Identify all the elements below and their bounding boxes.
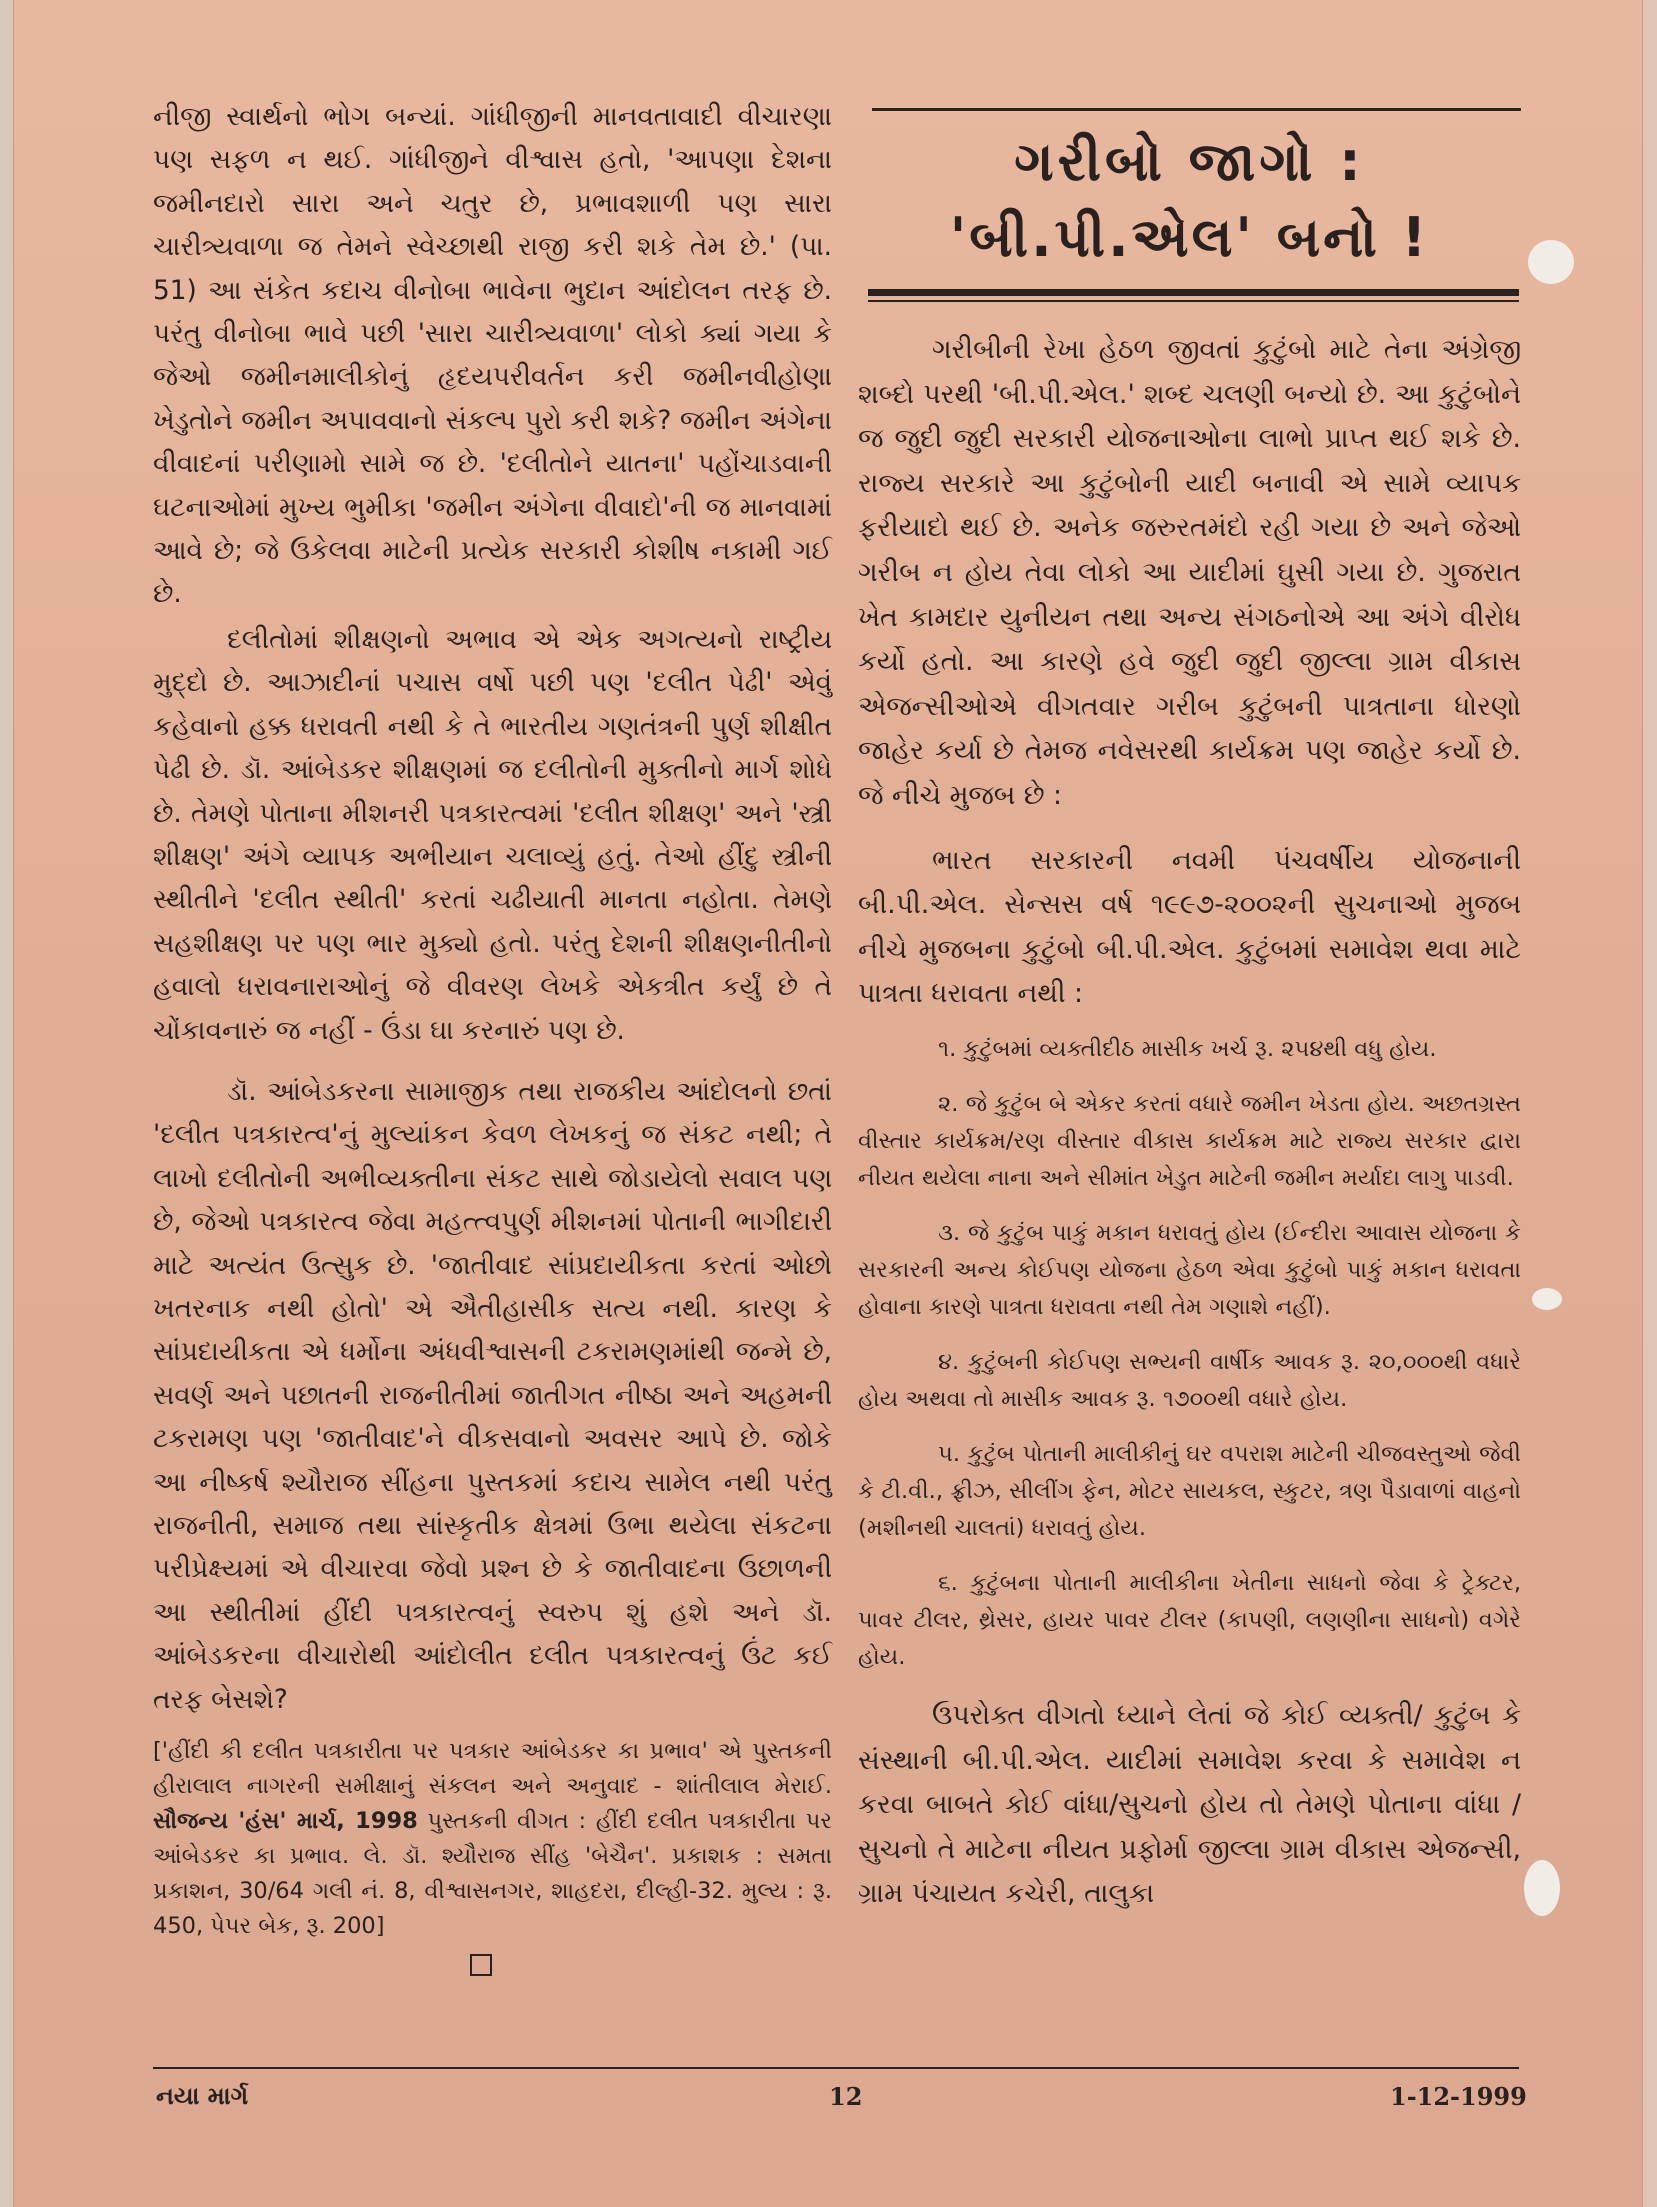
right-paragraph-1: ગરીબીની રેખા હેઠળ જીવતાં કુટુંબો માટે તેના અંગ્રેજી શબ્દો પરથી 'બી.પી.એલ.' શબ્દ ચલણી બન્યો છે. આ કુટુંબોને જ જુદી જુદી સરકારી યોજનાઓના લાભો પ્રાપ્ત થઈ શકે છે. રાજ્ય સરકારે આ કુટુંબોની યાદી બનાવી એ સામે વ્યાપક ફરીયાદો થઈ છે. અનેક જરુરતમંદો રહી ગયા છે અને જેઓ ગરીબ ન હોય તેવા લોકો આ યાદીમાં ઘુસી ગયા છે. ગુજરાત ખેત કામદાર યુનીયન તથા અન્ય સંગઠનોએ આ અંગે વીરોધ કર્યો હતો. આ કારણે હવે જુદી જુદી જીલ્લા ગ્રામ વીકાસ એજન્સીઓએ વીગતવાર ગરીબ કુટુંબની પાત્રતાના ધોરણો જાહેર કર્યા છે તેમજ નવેસરથી કાર્યક્રમ પણ જાહેર કર્યો છે. જે નીચે મુજબ છે : (858, 334, 1521, 811)
scan-edge-strip (0, 0, 14, 2207)
binding-hole-middle (1532, 1288, 1562, 1310)
title-rule-top (872, 108, 1521, 111)
title-rule-bottom-thick (868, 289, 1519, 296)
footer-rule (153, 2067, 1519, 2069)
source-note-details: પુસ્તકની વીગત : હીંદી દલીત પત્રકારીતા પર આંબેડકર કા પ્રભાવ. લે. ડૉ. શ્યૌરાજ સીંહ 'બેચૈન'. પ્રકાશક : સમતા પ્રકાશન, 30/64 ગલી નં. 8, વીશ્વાસનગર, શાહદરા, દીલ્હી-32. મુલ્ય : રૂ. 450, પેપર બેક, રૂ. 200] (153, 1808, 833, 1940)
article-title-line-2: 'બી.પી.એલ' બનો ! (949, 206, 1430, 269)
binding-hole-bottom (1524, 1860, 1560, 1916)
left-paragraph-2: દલીતોમાં શીક્ષણનો અભાવ એ એક અગત્યનો રાષ્ટ્રીય મુદ્દો છે. આઝાદીનાં પચાસ વર્ષો પછી પણ 'દલીત પેઢી' એવું કહેવાનો હક્ક ધરાવતી નથી કે તે ભારતીય ગણતંત્રની પુર્ણ શીક્ષીત પેઢી છે. ડૉ. આંબેડકર શીક્ષણમાં જ દલીતોની મુક્તીનો માર્ગ શોધે છે. તેમણે પોતાના મીશનરી પત્રકારત્વમાં 'દલીત શીક્ષણ' અને 'સ્ત્રી શીક્ષણ' અંગે વ્યાપક અભીયાન ચલાવ્યું હતું. તેઓ હીંદુ સ્ત્રીની સ્થીતીને 'દલીત સ્થીતી' કરતાં ચઢીયાતી માનતા નહોતા. તેમણે સહશીક્ષણ પર પણ ભાર મુક્યો હતો. પરંતુ દેશની શીક્ષણનીતીનો હવાલો ધરાવનારાઓનું જે વીવરણ લેખકે એકત્રીત કર્યું છે તે ચોંકાવનારું જ નહીં - ઉંડા ઘા કરનારું પણ છે. (153, 624, 832, 1046)
criteria-item: ૩. જે કુટુંબ પાકું મકાન ધરાવતું હોય (ઈન્દીરા આવાસ યોજના કે સરકારની અન્ય કોઈપણ યોજના હેઠળ એવા કુટુંબો પાકું મકાન ધરાવતા હોવાના કારણે પાત્રતા ધરાવતા નથી તેમ ગણાશે નહીં). (858, 1219, 1521, 1320)
criteria-item: ૨. જે કુટુંબ બે એકર કરતાં વધારે જમીન ખેડતા હોય. અછતગ્રસ્ત વીસ્તાર કાર્યક્રમ/રણ વીસ્તાર વીકાસ કાર્યક્રમ માટે રાજ્ય સરકાર દ્વારા નીયત થયેલા નાના અને સીમાંત ખેડુત માટેની જમીન મર્યાદા લાગુ પાડવી. (858, 1090, 1521, 1191)
article-title-line-1: ગરીબો જાગો : (1014, 130, 1365, 193)
criteria-item: ૧. કુટુંબમાં વ્યક્તીદીઠ માસીક ખર્ચ રૂ. ૨૫૪થી વધુ હોય. (938, 1035, 1437, 1062)
left-paragraph-3: ડૉ. આંબેડકરના સામાજીક તથા રાજકીય આંદોલનો છતાં 'દલીત પત્રકારત્વ'નું મુલ્યાંકન કેવળ લેખકનું જ સંકટ નથી; તે લાખો દલીતોની અભીવ્યક્તીના સંકટ સાથે જોડાયેલો સવાલ પણ છે, જેઓ પત્રકારત્વ જેવા મહત્ત્વપુર્ણ મીશનમાં પોતાની ભાગીદારી માટે અત્યંત ઉત્સુક છે. 'જાતીવાદ સાંપ્રદાયીકતા કરતાં ઓછો ખતરનાક નથી હોતો' એ ઐતીહાસીક સત્ય નથી. કારણ કે સાંપ્રદાયીકતા એ ધર્મોના અંધવીશ્વાસની ટકરામણમાંથી જન્મે છે, સવર્ણ અને પછાતની રાજનીતીમાં જાતીગત નીષ્ઠા અને અહમની ટકરામણ પણ 'જાતીવાદ'ને વીકસવાનો અવસર આપે છે. જોકે આ નીષ્કર્ષ શ્યૌરાજ સીંહના પુસ્તકમાં કદાચ સામેલ નથી પરંતુ રાજનીતી, સમાજ તથા સાંસ્કૃતીક ક્ષેત્રમાં ઉભા થયેલા સંકટના પરીપ્રેક્ષ્યમાં એ વીચારવા જેવો પ્રશ્ન છે કે જાતીવાદના ઉછાળની આ સ્થીતીમાં હીંદી પત્રકારત્વનું સ્વરુપ શું હશે અને ડૉ. આંબેડકરના વીચારોથી આંદોલીત દલીત પત્રકારત્વનું ઉંટ કઈ તરફ બેસશે? (153, 1076, 832, 1715)
binding-hole-top (1528, 240, 1574, 284)
issue-date: 1-12-1999 (1390, 2082, 1527, 2111)
left-paragraph-1: નીજી સ્વાર્થનો ભોગ બન્યાં. ગાંધીજીની માનવતાવાદી વીચારણા પણ સફળ ન થઈ. ગાંધીજીને વીશ્વાસ હતો, 'આપણા દેશના જમીનદારો સારા અને ચતુર છે, પ્રભાવશાળી પણ સારા ચારીત્ર્યવાળા જ તેમને સ્વેચ્છાથી રાજી કરી શકે તેમ છે.' (પા. 51) આ સંકેત કદાચ વીનોબા ભાવેના ભુદાન આંદોલન તરફ છે. પરંતુ વીનોબા ભાવે પછી 'સારા ચારીત્ર્યવાળા' લોકો ક્યાં ગયા કે જેઓ જમીનમાલીકોનું હૃદયપરીવર્તન કરી જમીનવીહોણા ખેડુતોને જમીન અપાવવાનો સંકલ્પ પુરો કરી શકે? જમીન અંગેના વીવાદનાં પરીણામો સામે જ છે. 'દલીતોને યાતના' પહોંચાડવાની ઘટનાઓમાં મુખ્ય ભુમીકા 'જમીન અંગેના વીવાદો'ની જ માનવામાં આવે છે; જે ઉકેલવા માટેની પ્રત્યેક સરકારી કોશીષ નકામી ગઈ છે. (153, 102, 832, 610)
criteria-item: ૬. કુટુંબના પોતાની માલીકીના ખેતીના સાધનો જેવા કે ટ્રેક્ટર, પાવર ટીલર, થ્રેસર, હાયર પાવર ટીલર (કાપણી, લણણીના સાધનો) વગેરે હોય. (858, 1569, 1521, 1670)
source-note-courtesy: સૌજન્ય 'હંસ' માર્ચ, 1998 (153, 1808, 418, 1835)
criteria-item: ૫. કુટુંબ પોતાની માલીકીનું ઘર વપરાશ માટેની ચીજવસ્તુઓ જેવી કે ટી.વી., ફ્રીઝ, સીલીંગ ફેન, મોટર સાયકલ, સ્કુટર, ત્રણ પૈડાવાળાં વાહનો (મશીનથી ચાલતાં) ધરાવતું હોય. (858, 1440, 1521, 1541)
title-rule-bottom-thin (868, 300, 1519, 302)
right-paragraph-2: ભારત સરકારની નવમી પંચવર્ષીય યોજનાની બી.પી.એલ. સેન્સસ વર્ષ ૧૯૯૭-૨૦૦૨ની સુચનાઓ મુજબ નીચે મુજબના કુટુંબો બી.પી.એલ. કુટુંબમાં સમાવેશ થવા માટે પાત્રતા ધરાવતા નથી : (858, 844, 1521, 1010)
source-note (153, 1734, 832, 1944)
right-paragraph-3: ઉપરોક્ત વીગતો ધ્યાને લેતાં જે કોઈ વ્યક્તી/ કુટુંબ કે સંસ્થાની બી.પી.એલ. યાદીમાં સમાવેશ કરવા કે સમાવેશ ન કરવા બાબતે કોઈ વાંધા/સુચનો હોય તો તેમણે પોતાના વાંધા /સુચનો તે માટેના નીયત પ્રફોર્મા જીલ્લા ગ્રામ વીકાસ એજન્સી, ગ્રામ પંચાયત કચેરી, તાલુકા (858, 1699, 1521, 1910)
right-column (858, 96, 1521, 1917)
article-end-marker-icon (470, 1954, 492, 1976)
source-note-text: ['હીંદી કી દલીત પત્રકારીતા પર પત્રકાર આંબેડકર કા પ્રભાવ' એ પુસ્તકની હીરાલાલ નાગરની સમીક્ષાનું સંકલન અને અનુવાદ - શાંતીલાલ મેરાઈ. (153, 1738, 832, 1800)
magazine-name: નયા માર્ગ (156, 2082, 249, 2110)
article-title-block (858, 96, 1521, 316)
left-column (153, 96, 832, 1976)
page-number: 12 (829, 2082, 863, 2111)
criteria-item: ૪. કુટુંબની કોઈપણ સભ્યની વાર્ષીક આવક રૂ. ૨૦,૦૦૦થી વધારે હોય અથવા તો માસીક આવક રૂ. ૧૭૦૦થી વધારે હોય. (858, 1348, 1521, 1412)
